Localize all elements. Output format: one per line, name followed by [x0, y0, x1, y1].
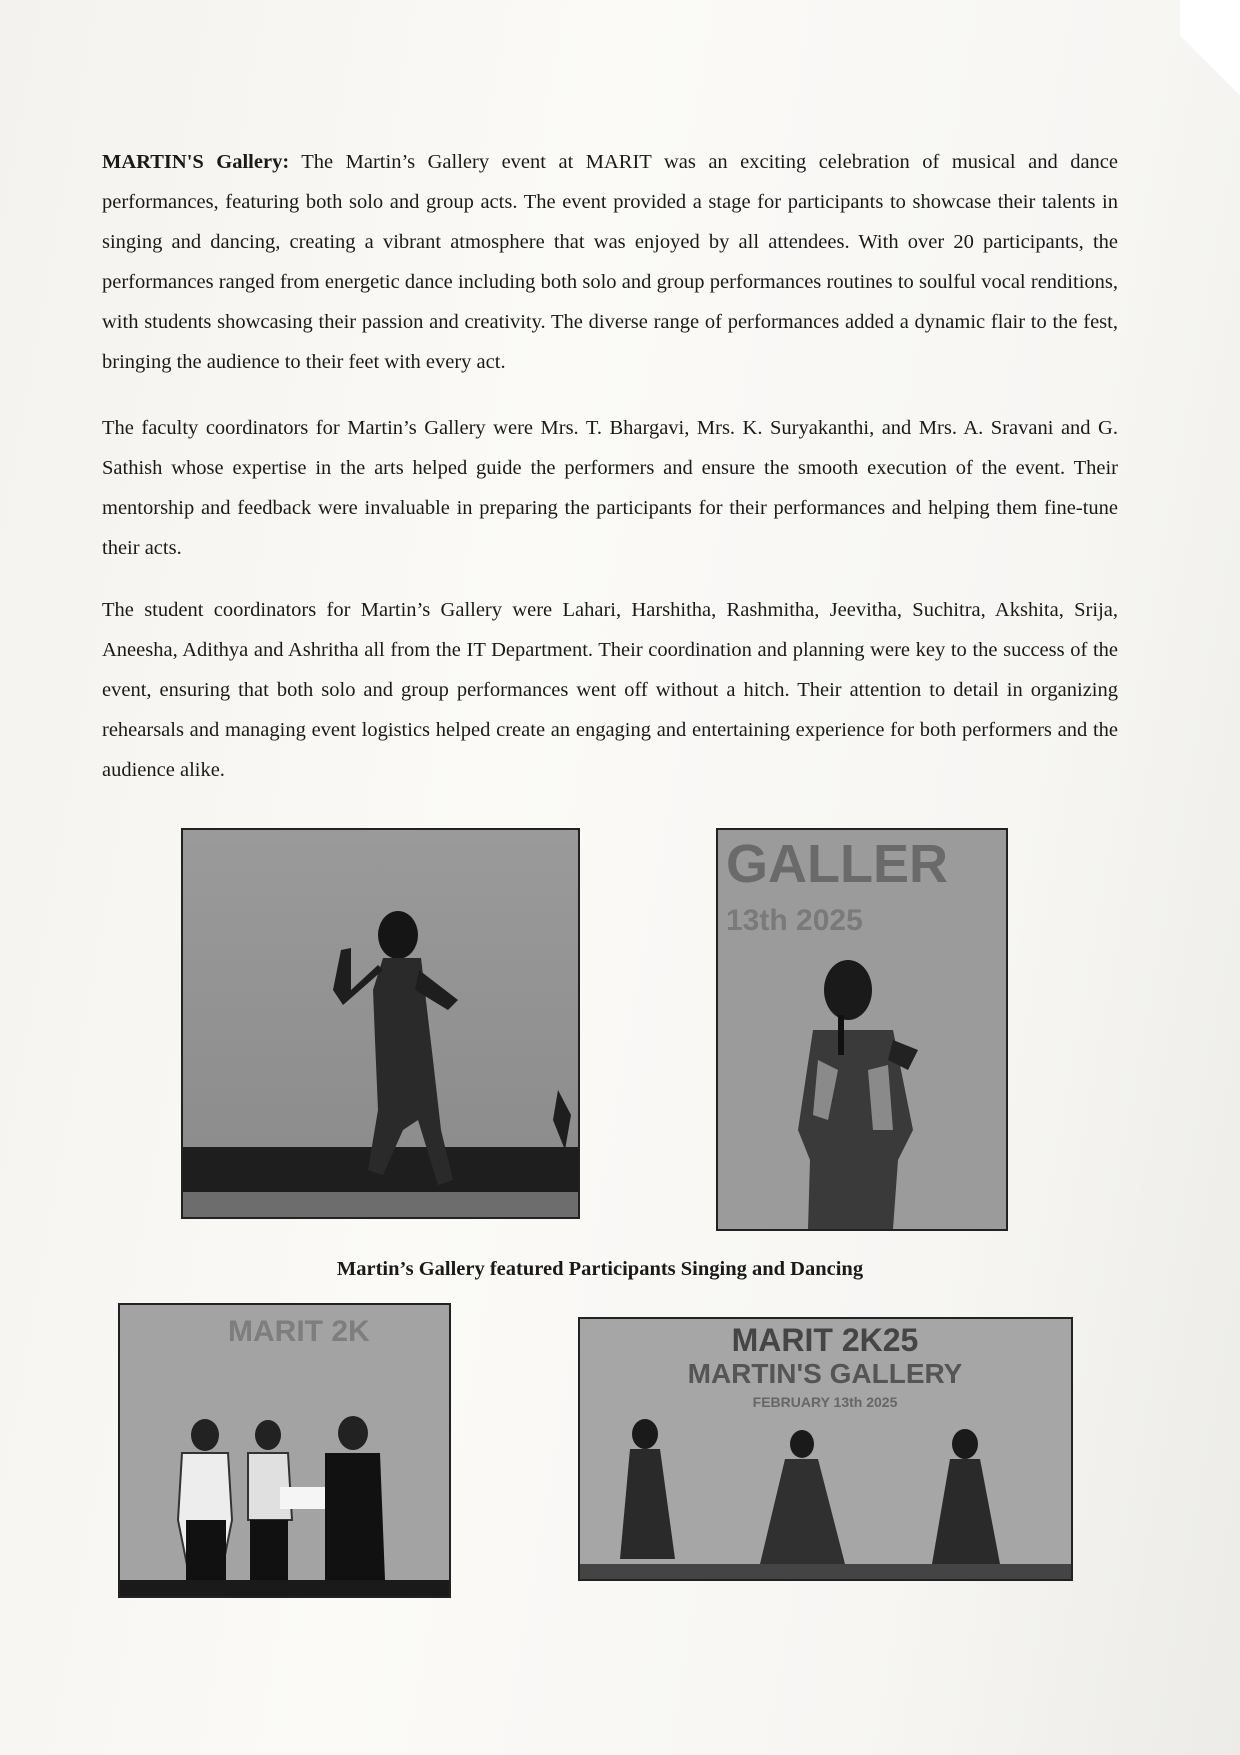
paragraph-intro — [102, 142, 1118, 382]
paragraph-students-text: The student coordinators for Martin’s Gallery were Lahari, Harshitha, Rashmitha, Jeevitha, Suchitra, Akshita, Srija, Aneesha, Adithya and Ashritha all from the IT Department. Their coordination and planning were key to the success of the event, ensuring that both solo and group performances went off without a hitch. Their attention to detail in organizing rehearsals and managing event logistics helped create an engaging and entertaining experience for both performers and the audience alike. — [102, 599, 1118, 781]
banner-line-2: MARTIN'S GALLERY — [687, 1358, 963, 1389]
banner-title: MARIT 2K — [228, 1315, 370, 1348]
photo-dancer — [181, 828, 580, 1219]
paragraph-students — [102, 590, 1118, 790]
paragraph-faculty — [102, 408, 1118, 568]
photo-caption — [0, 1258, 1240, 1281]
banner-title: GALLER — [726, 834, 948, 894]
photo-singer — [716, 828, 1008, 1231]
banner-line-3: FEBRUARY 13th 2025 — [752, 1394, 898, 1410]
paragraph-heading: MARTIN'S Gallery: — [102, 151, 290, 173]
photo-group-dance — [578, 1317, 1073, 1581]
paragraph-intro-text: The Martin’s Gallery event at MARIT was an exciting celebration of musical and dance performances, featuring both solo and group acts. The event provided a stage for participants to showcase their talents in singing and dancing, creating a vibrant atmosphere that was enjoyed by all attendees. With over 20 participants, the performances ranged from energetic dance including both solo and group performances routines to soulful vocal renditions, with students showcasing their passion and creativity. The diverse range of performances added a dynamic flair to the fest, bringing the audience to their feet with every act. — [102, 151, 1118, 373]
paragraph-faculty-text: The faculty coordinators for Martin’s Gallery were Mrs. T. Bhargavi, Mrs. K. Suryakanthi, and Mrs. A. Sravani and G. Sathish whose expertise in the arts helped guide the performers and ensure the smooth execution of the event. Their mentorship and feedback were invaluable in preparing the participants for their performances and helping them fine-tune their acts. — [102, 417, 1118, 559]
banner-line-1: MARIT 2K25 — [731, 1322, 919, 1358]
photo-caption-text: Martin’s Gallery featured Participants Singing and Dancing — [336, 1258, 864, 1280]
page-corner-fold — [1180, 0, 1240, 150]
banner-date: 13th 2025 — [726, 904, 863, 937]
photo-award-presentation — [118, 1303, 451, 1598]
